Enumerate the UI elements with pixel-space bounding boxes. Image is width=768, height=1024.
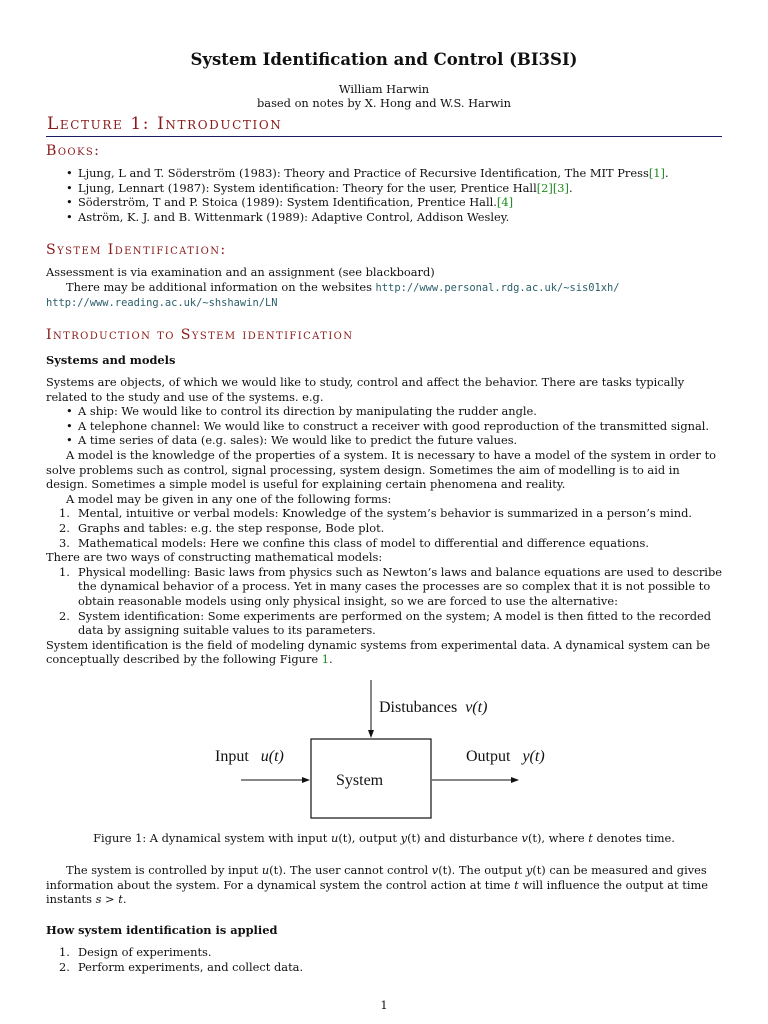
caption-text: denotes time. bbox=[592, 831, 675, 845]
item-text: Mathematical models: Here we confine this class of model to differential and difference equations. bbox=[78, 535, 649, 550]
list-item bbox=[46, 521, 722, 536]
sysid-heading: System Identification: bbox=[46, 242, 227, 258]
caption-var: y bbox=[400, 831, 408, 845]
output-var: y(t) bbox=[522, 748, 545, 765]
math-var: y bbox=[525, 863, 533, 877]
figure-ref-link[interactable]: 1 bbox=[321, 652, 330, 667]
websites-text: There may be additional information on the websites bbox=[66, 279, 376, 294]
disturbance-label bbox=[379, 698, 487, 718]
figure-1 bbox=[46, 676, 722, 826]
figure-caption bbox=[46, 831, 722, 846]
paragraph-systems: Systems are objects, of which we would like to study, control and affect the behavior. There are tasks typically related to the study and use of the systems. e.g. bbox=[46, 375, 685, 404]
citation-link[interactable]: [2][3] bbox=[536, 180, 569, 195]
item-text: Physical modelling: Basic laws from physics such as Newton’s laws and balance equations are used to describe the dynamical behavior of a process. Yet in many cases the processes are so complex that it is not possible to obtain reasonable models using only physical insight, so we are forced to use the alternative: bbox=[78, 564, 722, 608]
caption-text: (t), output bbox=[338, 831, 401, 845]
book-text: Aström, K. J. and B. Wittenmark (1989): Adaptive Control, Addison Wesley. bbox=[78, 209, 510, 224]
caption-text: (t), where bbox=[527, 831, 589, 845]
citation-link[interactable]: [4] bbox=[496, 195, 514, 210]
list-item bbox=[46, 536, 722, 551]
book-text: Söderström, T and P. Stoica (1989): System Identification, Prentice Hall. bbox=[78, 195, 497, 210]
sysid-field-text: System identification is the field of modeling dynamic systems from experimental data. A dynamical system can be conceptually described by the following Figure bbox=[46, 637, 711, 667]
item-number: 2. bbox=[59, 520, 70, 535]
assessment-text: Assessment is via examination and an assignment (see blackboard) bbox=[46, 265, 435, 279]
list-item: • A time series of data (e.g. sales): We would like to predict the future values. bbox=[46, 433, 722, 448]
book-text: Ljung, Lennart (1987): System identification: Theory for the user, Prentice Hall bbox=[78, 180, 537, 195]
math-var: s bbox=[95, 892, 102, 907]
intro-heading: Introduction to System identification bbox=[46, 327, 354, 343]
document-title: System Identification and Control (BI3SI) bbox=[190, 50, 578, 69]
websites-paragraph bbox=[46, 280, 722, 296]
list-item bbox=[46, 195, 722, 210]
control-text: The system is controlled by input bbox=[66, 863, 262, 877]
intro-body bbox=[46, 375, 722, 667]
author-name: William Harwin bbox=[338, 82, 430, 96]
disturbance-var: v(t) bbox=[465, 699, 488, 716]
list-item bbox=[46, 210, 722, 225]
item-text: Design of experiments. bbox=[78, 945, 212, 959]
item-number: 2. bbox=[59, 608, 70, 623]
output-label bbox=[466, 747, 545, 767]
paragraph-control bbox=[46, 863, 722, 907]
punct: . bbox=[569, 180, 573, 195]
list-item bbox=[46, 506, 722, 521]
disturbance-text: Distubances bbox=[379, 699, 458, 716]
math-var: t bbox=[118, 892, 123, 907]
url-link-1[interactable]: http://www.personal.rdg.ac.uk/~sis01xh/ bbox=[375, 281, 620, 294]
caption-text: (t) and disturbance bbox=[407, 831, 522, 845]
control-text: . bbox=[122, 892, 127, 907]
control-text: > bbox=[101, 892, 119, 907]
paragraph-sysid-field bbox=[46, 638, 722, 667]
input-text: Input bbox=[215, 748, 249, 765]
url-line-2 bbox=[46, 295, 722, 311]
lecture-heading: Lecture 1: Introduction bbox=[47, 114, 283, 134]
caption-var: u bbox=[330, 831, 339, 845]
list-item bbox=[46, 166, 722, 181]
input-label bbox=[215, 747, 284, 767]
item-number: 1. bbox=[59, 945, 70, 959]
books-heading: Books: bbox=[46, 143, 101, 159]
citation-link[interactable]: [1] bbox=[648, 166, 665, 180]
input-var: u(t) bbox=[260, 748, 284, 765]
control-text: will influence the output at time instants bbox=[46, 877, 709, 907]
item-text: Graphs and tables: e.g. the step response, Bode plot. bbox=[78, 520, 385, 535]
control-text: (t). The user cannot control bbox=[269, 863, 432, 877]
applied-subheading: How system identification is applied bbox=[46, 923, 278, 937]
forms-list bbox=[46, 506, 722, 550]
page-number: 1 bbox=[380, 998, 388, 1012]
math-var: u bbox=[261, 863, 270, 877]
output-text: Output bbox=[466, 748, 511, 765]
list-item bbox=[46, 609, 722, 638]
list-item bbox=[46, 945, 722, 960]
url-link-2[interactable]: http://www.reading.ac.uk/~shshawin/LN bbox=[46, 297, 278, 310]
control-text: (t) can be measured and gives information about the system. For a dynamical system the control action at time bbox=[46, 863, 707, 892]
examples-list bbox=[46, 404, 722, 448]
item-number: 3. bbox=[59, 535, 70, 550]
item-number: 2. bbox=[59, 959, 70, 974]
punct: . bbox=[329, 652, 333, 667]
heading-rule bbox=[46, 136, 722, 137]
sysid-body bbox=[46, 265, 722, 311]
list-item bbox=[46, 565, 722, 609]
system-label: System bbox=[336, 772, 384, 789]
applied-list bbox=[46, 945, 722, 974]
list-item bbox=[46, 960, 722, 975]
caption-var: t bbox=[588, 831, 593, 845]
paragraph-model: A model is the knowledge of the properties of a system. It is necessary to have a model of the system in order to solve problems such as control, signal processing, system design. Sometimes the aim of modelling is to aid in design. Sometimes a simple model is useful for explaining certain phenomena and reality. bbox=[46, 447, 717, 492]
item-text: System identification: Some experiments are performed on the system; A model is then fitted to the recorded data by assigning suitable values to its parameters. bbox=[78, 608, 712, 638]
math-var: t bbox=[514, 877, 519, 892]
paragraph-ways: There are two ways of constructing mathematical models: bbox=[46, 550, 383, 565]
based-on-note: based on notes by X. Hong and W.S. Harwin bbox=[256, 96, 512, 110]
item-text: Perform experiments, and collect data. bbox=[78, 959, 304, 974]
punct: . bbox=[664, 166, 669, 180]
item-number: 1. bbox=[59, 564, 70, 579]
control-text: (t). The output bbox=[438, 863, 526, 877]
list-item: • A ship: We would like to control its direction by manipulating the rudder angle. bbox=[46, 404, 722, 419]
list-item bbox=[46, 181, 722, 196]
systems-models-subheading: Systems and models bbox=[46, 353, 176, 367]
math-var: v bbox=[431, 863, 439, 877]
list-item: • A telephone channel: We would like to construct a receiver with good reproduction of the transmitted signal. bbox=[46, 419, 722, 434]
caption-text: Figure 1: A dynamical system with input bbox=[93, 831, 331, 845]
paragraph-forms: A model may be given in any one of the following forms: bbox=[66, 491, 392, 506]
books-list bbox=[46, 166, 722, 224]
ways-list bbox=[46, 565, 722, 638]
caption-var: v bbox=[521, 831, 528, 845]
item-number: 1. bbox=[59, 506, 70, 521]
item-text: Mental, intuitive or verbal models: Knowledge of the system’s behavior is summarized in a person’s mind. bbox=[78, 506, 693, 521]
book-text: Ljung, L and T. Söderström (1983): Theory and Practice of Recursive Identification, The MIT Press bbox=[78, 166, 649, 180]
